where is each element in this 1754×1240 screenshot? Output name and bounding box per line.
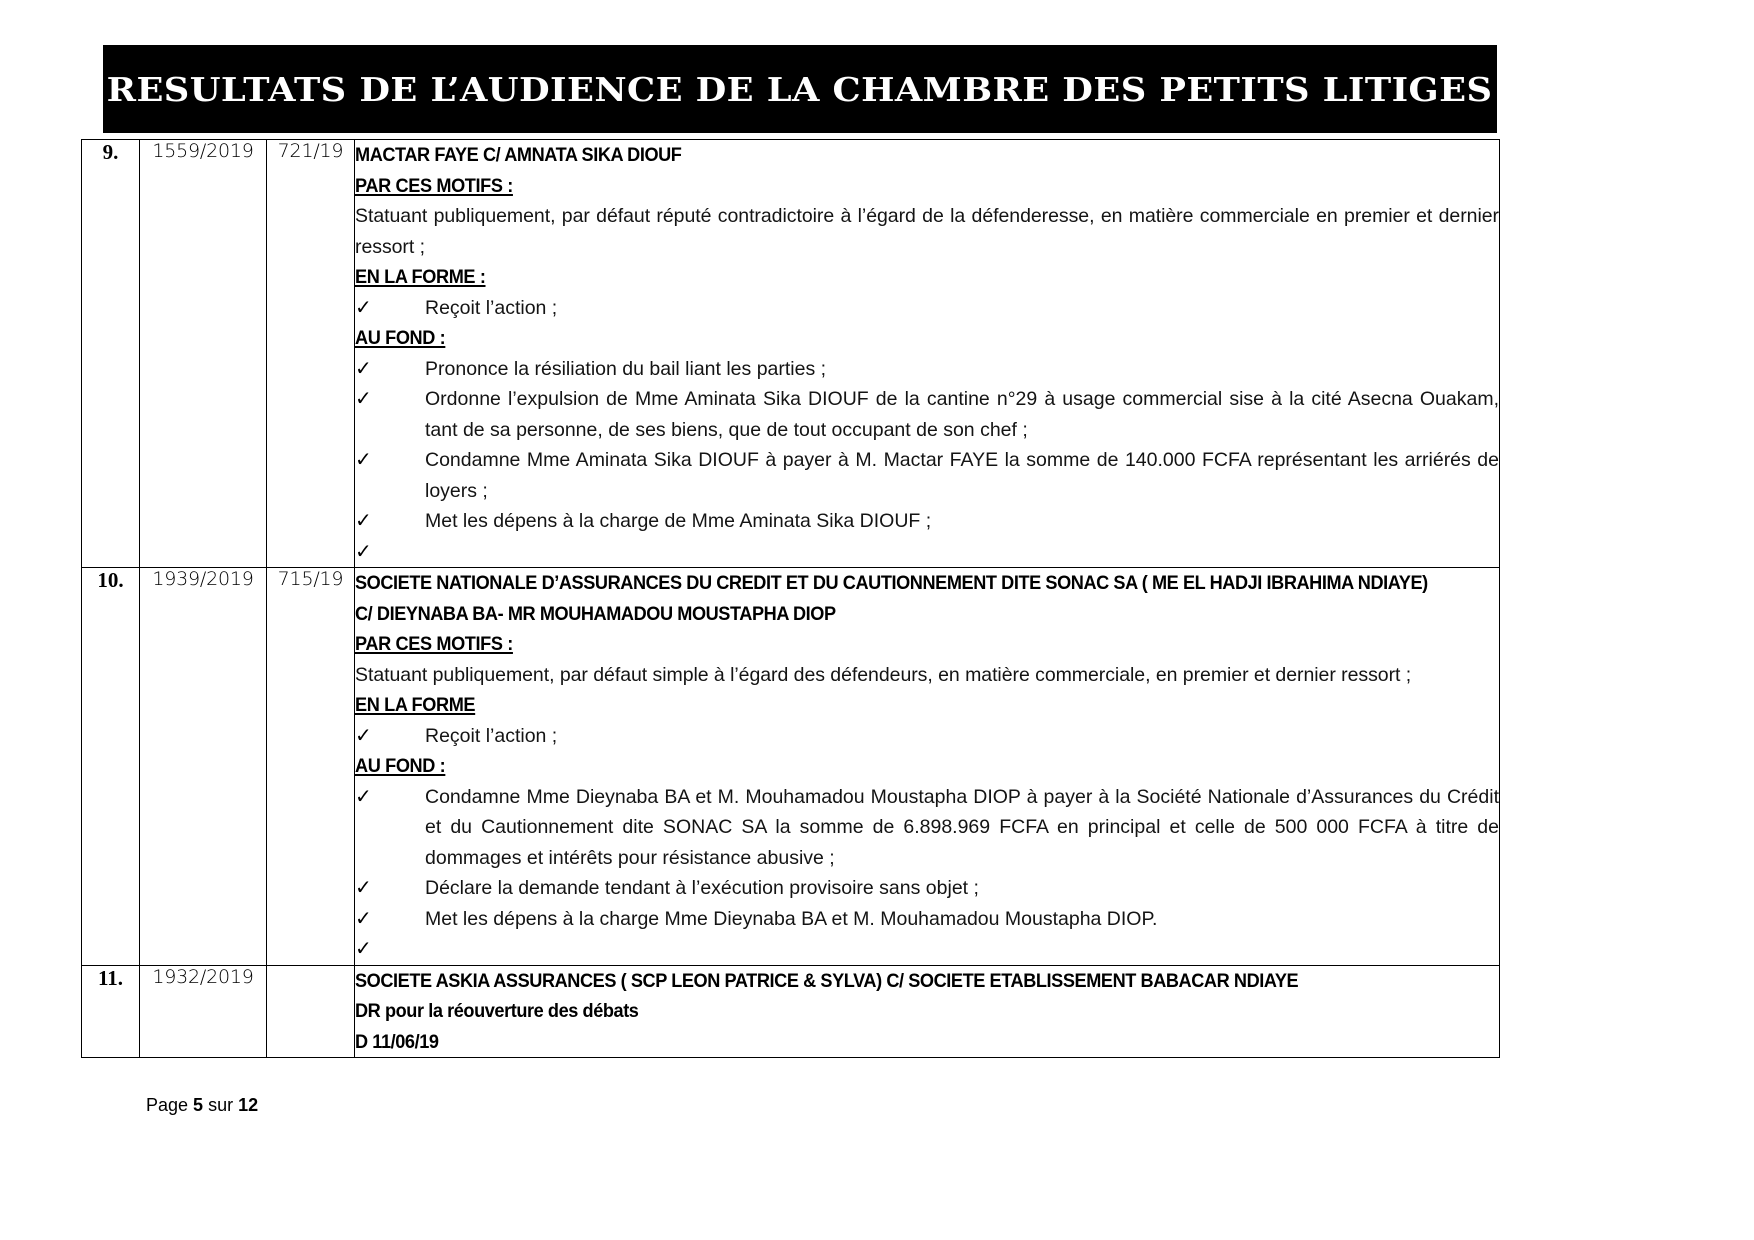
section-heading-en-la-forme: EN LA FORME <box>355 694 476 716</box>
footer-total-pages: 12 <box>238 1095 259 1115</box>
page-footer <box>146 1095 258 1116</box>
hearing-results-table <box>81 139 1500 1058</box>
table-row <box>82 140 1500 568</box>
row-number: 9. <box>102 140 119 164</box>
parties-line: SOCIETE ASKIA ASSURANCES ( SCP LEON PATRICE & SYLVA) C/ SOCIETE ETABLISSEMENT BABACAR NDIAYE <box>355 969 1299 992</box>
decision-bullet <box>355 506 1499 537</box>
bullet-text: Prononce la résiliation du bail liant les parties ; <box>425 357 827 380</box>
decision-bullet <box>355 293 1499 324</box>
decision-bullet <box>355 354 1499 385</box>
section-heading-en-la-forme: EN LA FORME : <box>355 266 486 288</box>
check-icon: ✓ <box>355 938 372 960</box>
footer-middle: sur <box>203 1095 239 1115</box>
decision-bullet <box>355 721 1499 752</box>
case-number: 1939/2019 <box>152 568 254 590</box>
case-number-cell <box>140 140 267 568</box>
check-icon: ✓ <box>355 877 372 899</box>
check-icon: ✓ <box>355 724 372 747</box>
parties-line: SOCIETE NATIONALE D’ASSURANCES DU CREDIT ET DU CAUTIONNEMENT DITE SONAC SA ( ME EL HADJI IBRAHIMA NDIAYE) <box>355 572 1428 594</box>
decision-bullet <box>355 873 1499 904</box>
reference-cell <box>267 568 355 966</box>
table-row <box>82 568 1500 966</box>
table-row <box>82 965 1500 1058</box>
decision-paragraph: Statuant publiquement, par défaut simple à l’égard des défendeurs, en matière commerciale, en premier et dernier ressort ; <box>355 663 1412 686</box>
check-icon: ✓ <box>355 785 372 808</box>
check-icon: ✓ <box>355 388 372 410</box>
section-heading-au-fond: AU FOND : <box>355 327 446 349</box>
reference-cell <box>267 965 355 1058</box>
decision-cell <box>355 965 1500 1058</box>
decision-note: DR pour la réouverture des débats <box>355 1000 639 1022</box>
parties-line-2: C/ DIEYNABA BA- MR MOUHAMADOU MOUSTAPHA DIOP <box>355 602 836 625</box>
decision-bullet <box>355 445 1499 506</box>
parties-line: MACTAR FAYE C/ AMNATA SIKA DIOUF <box>355 144 682 166</box>
row-number: 11. <box>97 965 124 990</box>
reference-number: 715/19 <box>277 568 344 590</box>
check-icon: ✓ <box>355 907 372 930</box>
bullet-text: Condamne Mme Aminata Sika DIOUF à payer à M. Mactar FAYE la somme de 140.000 FCFA représentant les arriérés de loyers ; <box>425 449 1499 502</box>
check-icon: ✓ <box>355 540 372 563</box>
bullet-text: Met les dépens à la charge Mme Dieynaba BA et M. Mouhamadou Moustapha DIOP. <box>425 907 1158 930</box>
case-number: 1559/2019 <box>152 140 254 162</box>
decision-cell <box>355 140 1500 568</box>
bullet-text: Ordonne l’expulsion de Mme Aminata Sika DIOUF de la cantine n°29 à usage commercial sise à la cité Asecna Ouakam, tant de sa personne, de ses biens, que de tout occupant de son chef ; <box>425 388 1499 441</box>
footer-page-number: 5 <box>193 1095 204 1115</box>
check-icon: ✓ <box>355 357 372 380</box>
check-icon: ✓ <box>355 510 372 532</box>
row-number-cell <box>82 568 140 966</box>
case-number-cell <box>140 965 267 1058</box>
page-header-banner <box>103 45 1497 133</box>
section-heading-par-ces-motifs: PAR CES MOTIFS : <box>355 174 513 197</box>
row-number-cell <box>82 965 140 1058</box>
check-icon: ✓ <box>355 449 372 471</box>
footer-prefix: Page <box>146 1095 194 1115</box>
bullet-text: Met les dépens à la charge de Mme Aminata Sika DIOUF ; <box>425 510 932 532</box>
decision-bullet <box>355 782 1499 874</box>
decision-cell <box>355 568 1500 966</box>
decision-date: D 11/06/19 <box>355 1030 439 1053</box>
decision-bullet <box>355 384 1499 445</box>
bullet-text: Reçoit l’action ; <box>425 296 558 319</box>
row-number-cell <box>82 140 140 568</box>
case-number: 1932/2019 <box>152 965 254 988</box>
section-heading-au-fond: AU FOND : <box>355 755 446 777</box>
decision-paragraph: Statuant publiquement, par défaut réputé contradictoire à l’égard de la défenderesse, en matière commerciale en premier et dernier ressort ; <box>355 205 1499 258</box>
bullet-text: Reçoit l’action ; <box>425 724 558 747</box>
row-number: 10. <box>97 568 124 592</box>
case-number-cell <box>140 568 267 966</box>
reference-number: 721/19 <box>277 140 344 162</box>
check-icon: ✓ <box>355 296 372 319</box>
bullet-text: Déclare la demande tendant à l’exécution provisoire sans objet ; <box>425 877 979 899</box>
decision-bullet <box>355 904 1499 935</box>
section-heading-par-ces-motifs: PAR CES MOTIFS : <box>355 633 513 655</box>
reference-cell <box>267 140 355 568</box>
bullet-text: Condamne Mme Dieynaba BA et M. Mouhamadou Moustapha DIOP à payer à la Société Nationale d’Assurances du Crédit et du Cautionnement dite SONAC SA la somme de 6.898.969 FCFA en principal et celle de 500 000 FCFA à titre de dommages et intérêts pour résistance abusive ; <box>425 785 1499 869</box>
page-title: RESULTATS DE L’AUDIENCE DE LA CHAMBRE DES PETITS LITIGES <box>107 69 1493 109</box>
